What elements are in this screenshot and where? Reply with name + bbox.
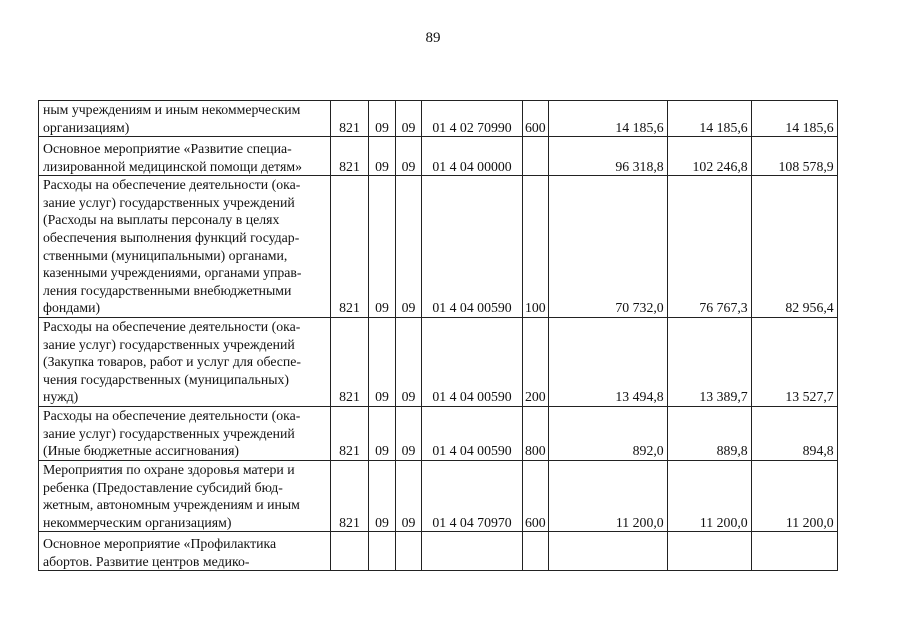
grbs-cell: 821 — [331, 176, 369, 318]
amount-year1-cell: 70 732,0 — [548, 176, 667, 318]
row-description: Основное мероприятие «Развитие специа- лизированной медицинской помощи детям» — [39, 137, 331, 176]
expense-type-cell: 100 — [523, 176, 549, 318]
table-row — [39, 460, 838, 531]
expense-type-cell: 600 — [523, 460, 549, 531]
table-row — [39, 317, 838, 406]
page-number: 89 — [425, 30, 441, 46]
amount-year1-cell: 11 200,0 — [548, 460, 667, 531]
section-cell — [369, 532, 396, 571]
section-cell: 09 — [369, 176, 396, 318]
section-cell: 09 — [369, 137, 396, 176]
row-description: Расходы на обеспечение деятельности (ока- зание услуг) государственных учреждений (Расходы на выплаты персоналу в целях обеспечения выполнения функций государ- ственными (муниципальными) органами, казенными учреждениями, органами управ- ления государственными внебюджетными фондами) — [39, 176, 331, 318]
grbs-cell: 821 — [331, 460, 369, 531]
section-cell: 09 — [369, 460, 396, 531]
subsection-cell: 09 — [396, 137, 422, 176]
row-description: Мероприятия по охране здоровья матери и ребенка (Предоставление субсидий бюд- жетным, автономным учреждениям и иным некоммерческим организациям) — [39, 460, 331, 531]
grbs-cell: 821 — [331, 101, 369, 137]
section-cell: 09 — [369, 406, 396, 460]
table-row — [39, 137, 838, 176]
amount-year3-cell: 13 527,7 — [751, 317, 837, 406]
amount-year3-cell — [751, 532, 837, 571]
budget-table — [38, 100, 838, 571]
amount-year3-cell: 108 578,9 — [751, 137, 837, 176]
amount-year2-cell: 14 185,6 — [667, 101, 751, 137]
amount-year1-cell: 14 185,6 — [548, 101, 667, 137]
subsection-cell: 09 — [396, 406, 422, 460]
row-description: Расходы на обеспечение деятельности (ока- зание услуг) государственных учреждений (Иные бюджетные ассигнования) — [39, 406, 331, 460]
subsection-cell: 09 — [396, 101, 422, 137]
expense-type-cell: 200 — [523, 317, 549, 406]
table-row — [39, 532, 838, 571]
expense-type-cell: 600 — [523, 101, 549, 137]
target-article-cell: 01 4 04 00590 — [422, 176, 523, 318]
table-row — [39, 406, 838, 460]
amount-year1-cell: 96 318,8 — [548, 137, 667, 176]
subsection-cell: 09 — [396, 317, 422, 406]
row-description: ным учреждениям и иным некоммерческим организациям) — [39, 101, 331, 137]
amount-year3-cell: 14 185,6 — [751, 101, 837, 137]
subsection-cell: 09 — [396, 176, 422, 318]
amount-year1-cell: 13 494,8 — [548, 317, 667, 406]
section-cell: 09 — [369, 317, 396, 406]
amount-year2-cell: 11 200,0 — [667, 460, 751, 531]
grbs-cell: 821 — [331, 137, 369, 176]
grbs-cell — [331, 532, 369, 571]
row-description: Расходы на обеспечение деятельности (ока- зание услуг) государственных учреждений (Закупка товаров, работ и услуг для обеспе- чения государственных (муниципальных) нужд) — [39, 317, 331, 406]
table-row — [39, 176, 838, 318]
target-article-cell — [422, 532, 523, 571]
amount-year1-cell — [548, 532, 667, 571]
expense-type-cell — [523, 532, 549, 571]
expense-type-cell — [523, 137, 549, 176]
amount-year2-cell: 889,8 — [667, 406, 751, 460]
row-description: Основное мероприятие «Профилактика абортов. Развитие центров медико- — [39, 532, 331, 571]
amount-year2-cell: 13 389,7 — [667, 317, 751, 406]
subsection-cell: 09 — [396, 460, 422, 531]
amount-year2-cell — [667, 532, 751, 571]
expense-type-cell: 800 — [523, 406, 549, 460]
target-article-cell: 01 4 04 70970 — [422, 460, 523, 531]
target-article-cell: 01 4 04 00590 — [422, 317, 523, 406]
target-article-cell: 01 4 02 70990 — [422, 101, 523, 137]
amount-year2-cell: 76 767,3 — [667, 176, 751, 318]
target-article-cell: 01 4 04 00590 — [422, 406, 523, 460]
subsection-cell — [396, 532, 422, 571]
grbs-cell: 821 — [331, 406, 369, 460]
amount-year2-cell: 102 246,8 — [667, 137, 751, 176]
amount-year3-cell: 11 200,0 — [751, 460, 837, 531]
table-row — [39, 101, 838, 137]
grbs-cell: 821 — [331, 317, 369, 406]
amount-year1-cell: 892,0 — [548, 406, 667, 460]
amount-year3-cell: 894,8 — [751, 406, 837, 460]
section-cell: 09 — [369, 101, 396, 137]
target-article-cell: 01 4 04 00000 — [422, 137, 523, 176]
amount-year3-cell: 82 956,4 — [751, 176, 837, 318]
